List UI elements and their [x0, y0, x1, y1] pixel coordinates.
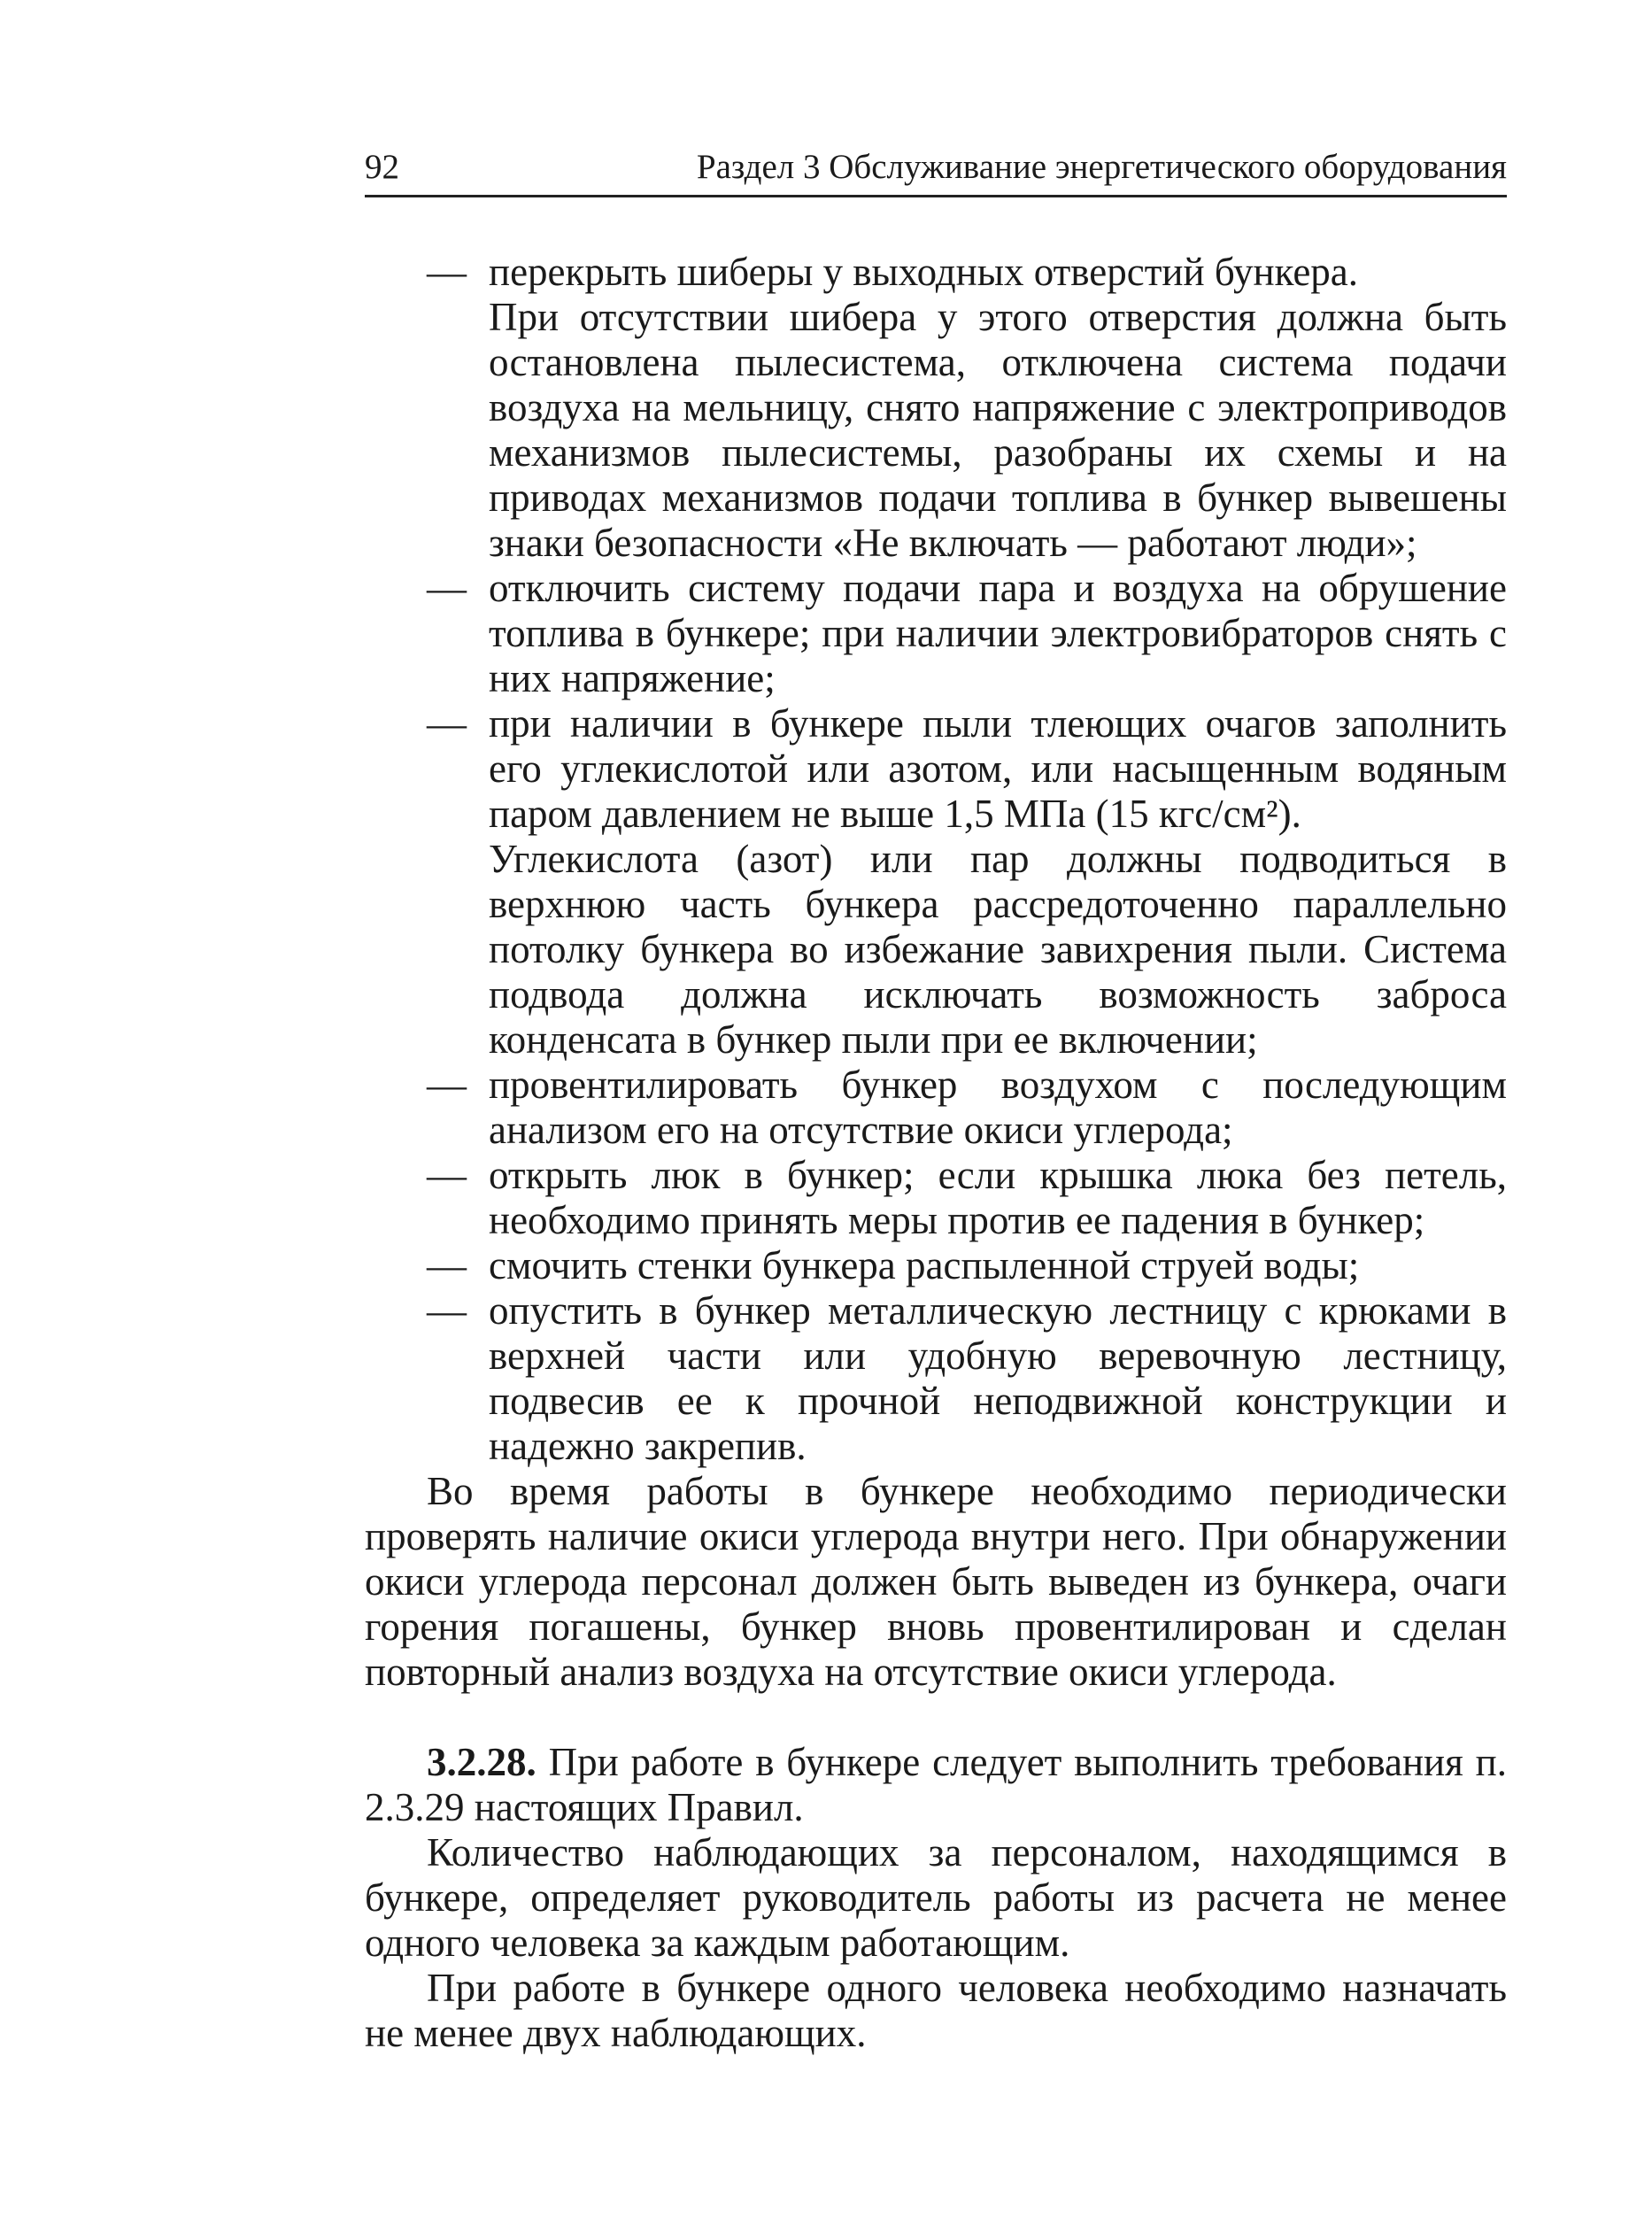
list-item [365, 701, 1507, 837]
section-number: 3.2.28. [427, 1740, 537, 1784]
paragraph-control [365, 1469, 1507, 1695]
list-item-text: смочить стенки бункера распыленной струей воды; [489, 1243, 1360, 1287]
section-text: При работе в бункере следует выполнить требования п. 2.3.29 настоящих Правил. [365, 1740, 1507, 1829]
list-item-text: опустить в бункер металлическую лестницу с крюками в верхней части или удобную веревочную лестницу, подвесив ее к прочной неподвижной конструкции и надежно закрепив. [489, 1288, 1507, 1468]
paragraph-text: При работе в бункере одного человека необходимо назначать не менее двух наблюдающих. [365, 1966, 1507, 2055]
section-spacer [365, 1695, 1507, 1740]
paragraph-observers [365, 1830, 1507, 1966]
list-item [365, 1153, 1507, 1243]
dash-marker: — [427, 1243, 467, 1287]
body-text [365, 250, 1507, 2056]
dash-marker: — [427, 1288, 467, 1333]
paragraph-single-worker [365, 1966, 1507, 2056]
list-item [365, 1288, 1507, 1469]
paragraph-text: При отсутствии шибера у этого отверстия должна быть остановлена пылесистема, отключена система подачи воздуха на мельницу, снято напряжение с электроприводов механизмов пылесистемы, разобраны их схемы и на приводах механизмов подачи топлива в бункер вывешены знаки безопасности «Не включать — работают люди»; [489, 295, 1507, 565]
paragraph-text: Во время работы в бункере необходимо периодически проверять наличие окиси углерода внутри него. При обнаружении окиси углерода персонал должен быть выведен из бункера, очаги горения погашены, бункер вновь провентилирован и сделан повторный анализ воздуха на отсутствие окиси углерода. [365, 1469, 1507, 1694]
dash-marker: — [427, 1063, 467, 1107]
dash-marker: — [427, 250, 467, 294]
list-item-text: отключить систему подачи пара и воздуха на обрушение топлива в бункере; при наличии электровибраторов снять с них напряжение; [489, 566, 1507, 700]
continuation-paragraph [365, 295, 1507, 566]
page-header [365, 140, 1507, 197]
list-item [365, 1063, 1507, 1153]
list-item-text: провентилировать бункер воздухом с последующим анализом его на отсутствие окиси углерода; [489, 1063, 1507, 1152]
list-item-text: перекрыть шиберы у выходных отверстий бункера. [489, 250, 1359, 294]
paragraph-text: Углекислота (азот) или пар должны подводиться в верхнюю часть бункера рассредоточенно параллельно потолку бункера во избежание завихрения пыли. Система подвода должна исключать возможность заброса конденсата в бункер пыли при ее включении; [489, 837, 1507, 1062]
list-item-text: при наличии в бункере пыли тлеющих очагов заполнить его углекислотой или азотом, или насыщенным водяным паром давлением не выше 1,5 МПа (15 кгс/см²). [489, 701, 1507, 836]
dash-marker: — [427, 1153, 467, 1197]
paragraph-text: Количество наблюдающих за персоналом, находящимся в бункере, определяет руководитель работы из расчета не менее одного человека за каждым работающим. [365, 1830, 1507, 1965]
dash-marker: — [427, 701, 467, 746]
list-item-text: открыть люк в бункер; если крышка люка без петель, необходимо принять меры против ее падения в бункер; [489, 1153, 1507, 1242]
list-item [365, 1243, 1507, 1288]
continuation-paragraph [365, 837, 1507, 1063]
list-item [365, 566, 1507, 701]
section-paragraph [365, 1740, 1507, 1830]
dash-marker: — [427, 566, 467, 610]
page-number: 92 [365, 148, 399, 186]
running-title: Раздел 3 Обслуживание энергетического оборудования [696, 148, 1507, 186]
list-item [365, 250, 1507, 295]
